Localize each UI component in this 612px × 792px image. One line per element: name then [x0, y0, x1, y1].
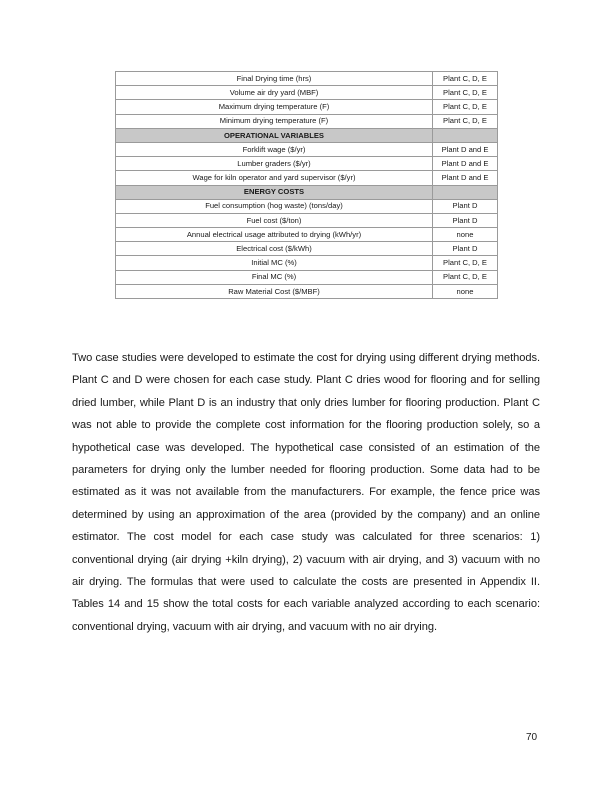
table-row — [116, 100, 498, 114]
source-cell — [433, 128, 498, 142]
variable-cell: Lumber graders ($/yr) — [116, 157, 433, 171]
table-row — [116, 199, 498, 213]
source-cell: none — [433, 284, 498, 298]
table-row — [116, 228, 498, 242]
table-row — [116, 242, 498, 256]
source-cell: Plant D and E — [433, 142, 498, 156]
table-row — [116, 142, 498, 156]
section-heading: ENERGY COSTS — [116, 185, 433, 199]
source-cell: Plant C, D, E — [433, 72, 498, 86]
source-cell: Plant D — [433, 242, 498, 256]
source-cell: Plant C, D, E — [433, 100, 498, 114]
body-paragraph: Two case studies were developed to estimate the cost for drying using different drying methods. Plant C and D were chosen for each case study. Plant C dries wood for flooring and for selling dried lumber, while Plant D is an industry that only dries lumber for flooring production. Plant C was not able to provide the complete cost information for the flooring production solely, so a hypothetical case was developed. The hypothetical case consisted of an estimation of the parameters for drying only the lumber needed for flooring production. Some data had to be estimated as it was not available from the manufacturers. For example, the fence price was determined by using an approximation of the area (provided by the company) and an online estimator. The cost model for each case study was calculated for three scenarios: 1) conventional drying (air drying +kiln drying), 2) vacuum with air drying, and 3) vacuum with no air drying. The formulas that were used to calculate the costs are presented in Appendix II. Tables 14 and 15 show the total costs for each variable analyzed according to each scenario: conventional drying, vacuum with air drying, and vacuum with no air drying. — [72, 352, 540, 633]
table-row — [116, 256, 498, 270]
variable-cell: Initial MC (%) — [116, 256, 433, 270]
source-cell: Plant C, D, E — [433, 256, 498, 270]
source-cell — [433, 185, 498, 199]
variable-cell: Final MC (%) — [116, 270, 433, 284]
table-row — [116, 157, 498, 171]
variable-cell: Fuel cost ($/ton) — [116, 213, 433, 227]
table-row — [116, 72, 498, 86]
variable-cell: Annual electrical usage attributed to drying (kWh/yr) — [116, 228, 433, 242]
table-row — [116, 171, 498, 185]
page-number: 70 — [526, 732, 538, 743]
source-cell: none — [433, 228, 498, 242]
table-row — [116, 213, 498, 227]
table-row — [116, 86, 498, 100]
variables-table — [115, 71, 498, 299]
variable-cell: Final Drying time (hrs) — [116, 72, 433, 86]
source-cell: Plant D and E — [433, 171, 498, 185]
variable-cell: Forklift wage ($/yr) — [116, 142, 433, 156]
variable-cell: Raw Material Cost ($/MBF) — [116, 284, 433, 298]
source-cell: Plant D — [433, 213, 498, 227]
table-section-row — [116, 128, 498, 142]
section-heading: OPERATIONAL VARIABLES — [116, 128, 433, 142]
table-row — [116, 114, 498, 128]
variable-cell: Wage for kiln operator and yard supervisor ($/yr) — [116, 171, 433, 185]
source-cell: Plant C, D, E — [433, 270, 498, 284]
table-section-row — [116, 185, 498, 199]
table-row — [116, 270, 498, 284]
variable-cell: Maximum drying temperature (F) — [116, 100, 433, 114]
variable-cell: Electrical cost ($/kWh) — [116, 242, 433, 256]
source-cell: Plant C, D, E — [433, 86, 498, 100]
source-cell: Plant D — [433, 199, 498, 213]
table-row — [116, 284, 498, 298]
source-cell: Plant C, D, E — [433, 114, 498, 128]
source-cell: Plant D and E — [433, 157, 498, 171]
variable-cell: Fuel consumption (hog waste) (tons/day) — [116, 199, 433, 213]
variable-cell: Minimum drying temperature (F) — [116, 114, 433, 128]
variable-cell: Volume air dry yard (MBF) — [116, 86, 433, 100]
